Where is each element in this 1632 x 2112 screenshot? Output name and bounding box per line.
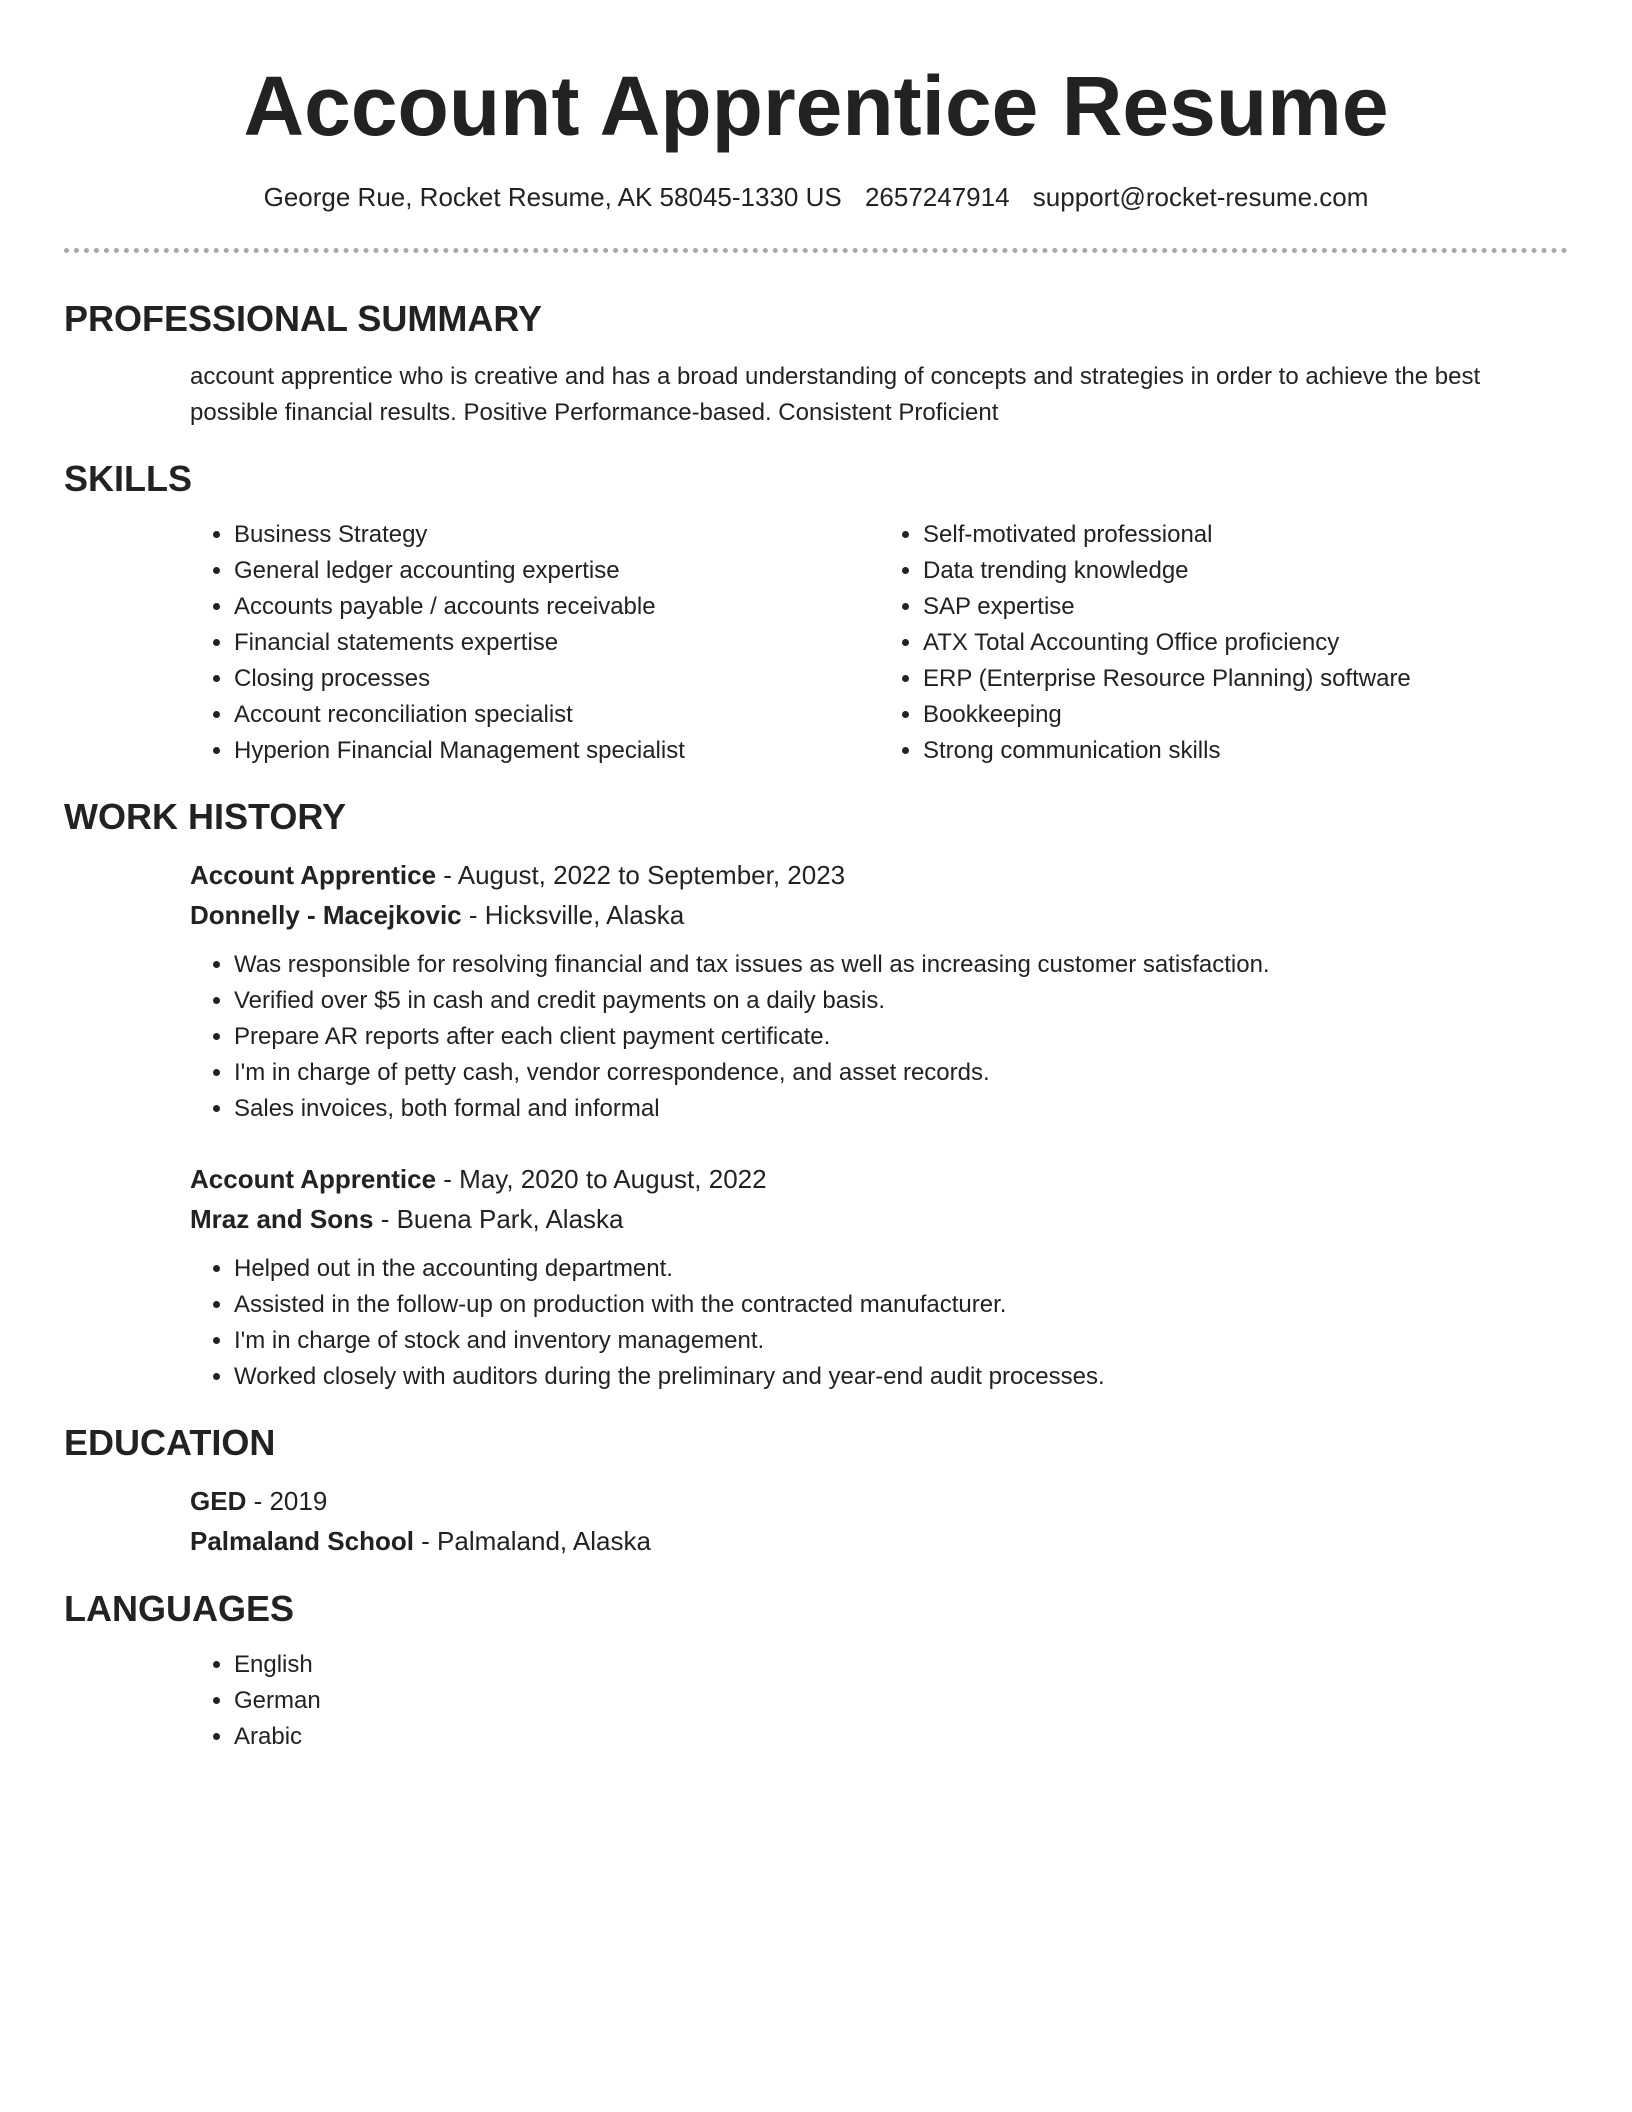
education-heading: EDUCATION (64, 1422, 276, 1463)
languages-heading: LANGUAGES (64, 1588, 295, 1629)
work-heading: WORK HISTORY (64, 796, 347, 837)
job-bullet: • I'm in charge of stock and inventory management. (234, 1323, 1568, 1359)
skill-item: • Strong communication skills (923, 733, 1568, 769)
skill-item: • Self-motivated professional (923, 517, 1568, 553)
skills-heading: SKILLS (64, 458, 193, 499)
resume-title: Account Apprentice Resume (243, 59, 1389, 153)
job-bullet: • Assisted in the follow-up on production with the contracted manufacturer. (234, 1287, 1568, 1323)
skills-list-right (879, 517, 1568, 769)
summary-section (64, 359, 1568, 431)
job-title: Account Apprentice (190, 1164, 437, 1194)
languages-list (190, 1647, 1568, 1755)
contact-email: support@rocket-resume.com (1032, 182, 1369, 212)
skill-item: • SAP expertise (923, 589, 1568, 625)
skills-list-left (190, 517, 879, 769)
job-bullet: • Prepare AR reports after each client payment certificate. (234, 1019, 1568, 1055)
job-company: Donnelly - Macejkovic (190, 900, 462, 930)
summary-text: account apprentice who is creative and has a broad understanding of concepts and strategies in order to achieve the best possible financial results. Positive Performance-based. Consistent Proficient (190, 363, 1481, 426)
languages-section (64, 1647, 1568, 1755)
job-title-line (190, 1159, 1568, 1199)
job-dates: - August, 2022 to September, 2023 (436, 860, 846, 890)
education-section (64, 1481, 1568, 1561)
language-item: • English (234, 1647, 1568, 1683)
job-location: - Hicksville, Alaska (461, 900, 685, 930)
skill-item: • Financial statements expertise (234, 625, 879, 661)
education-degree-line (190, 1481, 1568, 1521)
education-year: - 2019 (246, 1486, 328, 1516)
job-title-line (190, 855, 1568, 895)
skill-item: • Bookkeeping (923, 697, 1568, 733)
job-bullets (190, 947, 1568, 1127)
contact-address: George Rue, Rocket Resume, AK 58045-1330 US (263, 182, 842, 212)
job-entry (190, 1159, 1568, 1395)
contact-phone: 2657247914 (864, 182, 1010, 212)
education-degree: GED (190, 1486, 247, 1516)
work-section (64, 855, 1568, 1395)
skill-item: • Account reconciliation specialist (234, 697, 879, 733)
job-bullet: • Was responsible for resolving financial and tax issues as well as increasing customer satisfaction. (234, 947, 1568, 983)
contact-line (64, 180, 1568, 214)
job-bullet: • Verified over $5 in cash and credit payments on a daily basis. (234, 983, 1568, 1019)
job-company: Mraz and Sons (190, 1204, 374, 1234)
job-entry (190, 855, 1568, 1127)
education-school: Palmaland School (190, 1526, 414, 1556)
skill-item: • Accounts payable / accounts receivable (234, 589, 879, 625)
skill-item: • ERP (Enterprise Resource Planning) software (923, 661, 1568, 697)
summary-heading: PROFESSIONAL SUMMARY (64, 298, 543, 339)
skill-item: • Business Strategy (234, 517, 879, 553)
job-dates: - May, 2020 to August, 2022 (436, 1164, 767, 1194)
job-location: - Buena Park, Alaska (373, 1204, 624, 1234)
skill-item: • Closing processes (234, 661, 879, 697)
skill-item: • Data trending knowledge (923, 553, 1568, 589)
job-bullet: • I'm in charge of petty cash, vendor correspondence, and asset records. (234, 1055, 1568, 1091)
job-bullet: • Sales invoices, both formal and informal (234, 1091, 1568, 1127)
job-bullet: • Helped out in the accounting department. (234, 1251, 1568, 1287)
skill-item: • Hyperion Financial Management specialist (234, 733, 879, 769)
job-company-line (190, 1199, 1568, 1239)
header-divider (64, 248, 1568, 253)
education-school-line (190, 1521, 1568, 1561)
language-item: • German (234, 1683, 1568, 1719)
education-location: - Palmaland, Alaska (413, 1526, 651, 1556)
skills-grid (190, 517, 1568, 769)
language-item: • Arabic (234, 1719, 1568, 1755)
skill-item: • General ledger accounting expertise (234, 553, 879, 589)
job-bullet: • Worked closely with auditors during the preliminary and year-end audit processes. (234, 1359, 1568, 1395)
job-company-line (190, 895, 1568, 935)
job-title: Account Apprentice (190, 860, 437, 890)
skills-section (64, 517, 1568, 769)
skill-item: • ATX Total Accounting Office proficiency (923, 625, 1568, 661)
job-bullets (190, 1251, 1568, 1395)
